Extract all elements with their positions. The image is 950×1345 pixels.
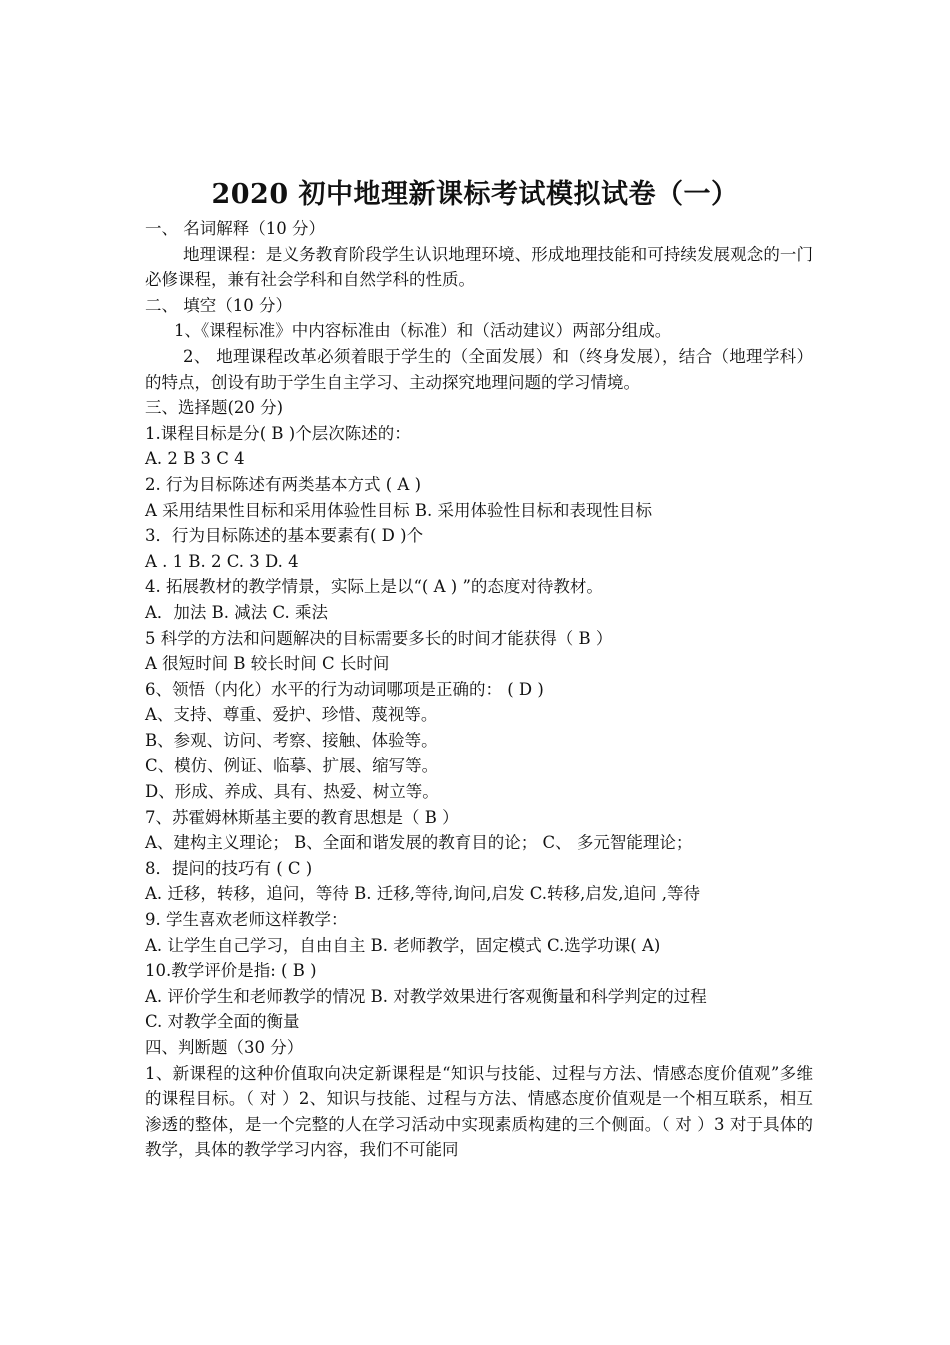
choice-line: 4. 拓展教材的教学情景，实际上是以“( A ) ”的态度对待教材。 [145, 577, 603, 597]
choice-line: 5 科学的方法和问题解决的目标需要多长的时间才能获得（ B ） [145, 628, 613, 648]
choice-line: 3．行为目标陈述的基本要素有( D )个 [145, 526, 424, 546]
choice-line: 2. 行为目标陈述有两类基本方式 ( A ) [145, 474, 422, 494]
choice-line: A 采用结果性目标和采用体验性目标 B. 采用体验性目标和表现性目标 [145, 500, 653, 520]
section-heading-true-false: 四、判断题（30 分） [145, 1038, 304, 1057]
choice-line: A. 评价学生和老师教学的情况 B. 对教学效果进行客观衡量和科学判定的过程 [145, 986, 707, 1006]
choice-line: A. 2 B 3 C 4 [145, 449, 245, 469]
definition-paragraph: 地理课程：是义务教育阶段学生认识地理环境、形成地理技能和可持续发展观念的一门必修课程，兼有社会学科和自然学科的性质。 [145, 244, 813, 290]
choice-line: A . 1 B. 2 C. 3 D. 4 [145, 551, 299, 571]
choice-line: A 很短时间 B 较长时间 C 长时间 [145, 654, 390, 674]
choice-line: A、支持、尊重、爱护、珍惜、蔑视等。 [145, 705, 438, 725]
document-body [145, 216, 813, 1163]
choice-line: 10.教学评价是指: ( B ) [145, 961, 317, 981]
choice-line: A. 迁移，转移，追问，等待 B. 迁移,等待,询问,启发 C.转移,启发,追问 ,等待 [145, 884, 701, 904]
choice-line: 8．提问的技巧有 ( C ) [145, 858, 313, 878]
section-heading-multiple-choice: 三、选择题(20 分) [145, 398, 284, 418]
choice-line: 1.课程目标是分( B )个层次陈述的： [145, 423, 411, 443]
choice-line: 9. 学生喜欢老师这样教学： [145, 910, 348, 930]
choice-line: B、参观、访问、考察、接触、体验等。 [145, 730, 438, 750]
fill-blank-question-2: 2、 地理课程改革必须着眼于学生的（全面发展）和（终身发展），结合（地理学科）的特点，创设有助于学生自主学习、主动探究地理问题的学习情境。 [145, 346, 813, 392]
true-false-paragraph: 1、新课程的这种价值取向决定新课程是“知识与技能、过程与方法、情感态度价值观”多维的课程目标。（ 对 ）2、知识与技能、过程与方法、情感态度价值观是一个相互联系，相互渗透的整体，是一个完整的人在学习活动中实现素质构建的三个侧面。（ 对 ）3 对于具体的教学，具体的教学学习内容，我们不可能同 [145, 1063, 813, 1160]
choice-line: A．加法 B. 减法 C. 乘法 [145, 602, 329, 622]
choice-line: C. 对教学全面的衡量 [145, 1012, 300, 1032]
document-title: 2020 初中地理新课标考试模拟试卷（一） [211, 179, 739, 210]
choice-line: A、建构主义理论； B、全面和谐发展的教育目的论； C、 多元智能理论； [145, 833, 693, 853]
choice-line: 7、苏霍姆林斯基主要的教育思想是（ B ） [145, 807, 459, 827]
choice-line: C、模仿、例证、临摹、扩展、缩写等。 [145, 756, 439, 776]
choice-line: A. 让学生自己学习，自由自主 B. 老师教学，固定模式 C.选学功课( A) [145, 935, 661, 955]
choice-line: 6、领悟（内化）水平的行为动词哪项是正确的： ( D ) [145, 679, 544, 699]
section-heading-definitions: 一、 名词解释（10 分） [145, 219, 325, 238]
section-heading-fill-blank: 二、 填空（10 分） [145, 295, 292, 315]
choice-line: D、形成、养成、具有、热爱、树立等。 [145, 782, 439, 802]
fill-blank-question-1: 1、《课程标准》中内容标准由（标准）和（活动建议）两部分组成。 [174, 321, 672, 341]
